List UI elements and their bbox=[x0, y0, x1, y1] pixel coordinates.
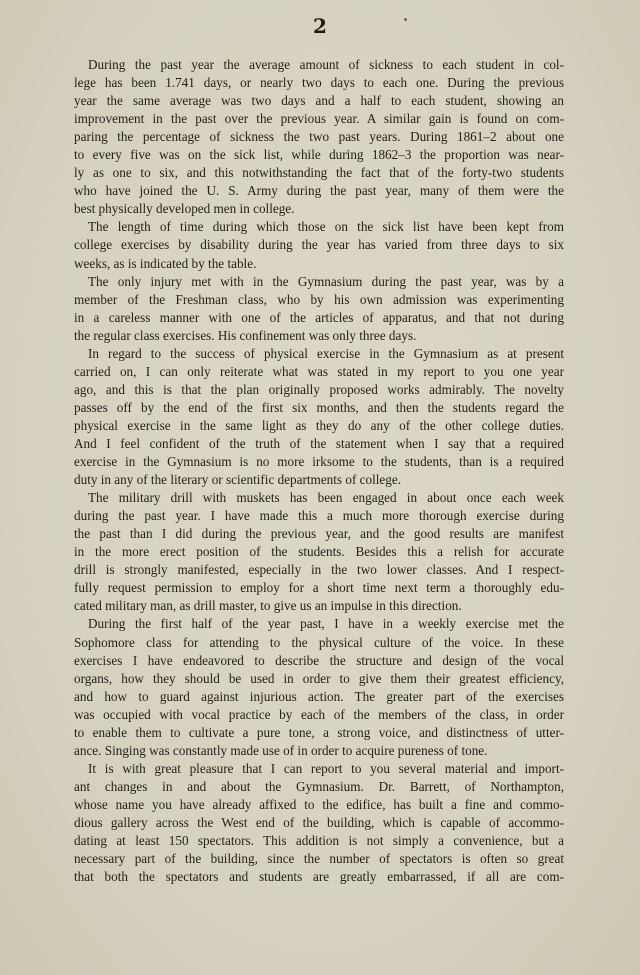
text-line: year the same average was two days and a half to each student, showing an bbox=[74, 93, 564, 109]
text-line: lege has been 1.741 days, or nearly two days to each one. During the previous bbox=[74, 75, 564, 91]
text-line: necessary part of the building, since the number of spectators is often so great bbox=[74, 851, 564, 867]
text-line: It is with great pleasure that I can report to you several material and import- bbox=[88, 760, 564, 776]
text-line: fully request permission to employ for a short time next term a thoroughly edu- bbox=[74, 580, 564, 596]
text-line: dious gallery across the West end of the building, which is capable of accommo- bbox=[74, 814, 564, 830]
text-line: In regard to the success of physical exercise in the Gymnasium as at present bbox=[88, 345, 564, 361]
text-line: in the more erect position of the students. Besides this a relish for accurate bbox=[74, 544, 564, 560]
text-line: in a careless manner with one of the articles of apparatus, and that not during bbox=[74, 309, 564, 325]
text-line: carried on, I can only reiterate what was stated in my report to you one year bbox=[74, 363, 564, 379]
text-line: the regular class exercises. His confinement was only three days. bbox=[74, 327, 417, 343]
text-line: improvement in the past over the previous year. A similar gain is found on com- bbox=[74, 111, 564, 127]
text-line: college exercises by disability during the year has varied from three days to six bbox=[74, 237, 564, 253]
text-line: exercise in the Gymnasium is no more irksome to the students, than is a required bbox=[74, 454, 564, 470]
text-line: During the first half of the year past, I have in a weekly exercise met the bbox=[88, 616, 564, 632]
text-line: physical exercise in the same light as they do any of the other college duties. bbox=[74, 417, 564, 433]
text-line: drill is strongly manifested, especially in the two lower classes. And I respect- bbox=[74, 562, 564, 578]
text-line: cated military man, as drill master, to give us an impulse in this direction. bbox=[74, 598, 462, 614]
text-line: During the past year the average amount of sickness to each student in col- bbox=[88, 57, 564, 72]
text-line: The military drill with muskets has been engaged in about once each week bbox=[88, 490, 564, 506]
text-line: to enable them to cultivate a pure tone, a strong voice, and distinctness of utter- bbox=[74, 724, 564, 740]
text-line: and how to guard against injurious action. The greater part of the exercises bbox=[74, 688, 564, 704]
text-line: organs, how they should be used in order to give them their greatest efficiency, bbox=[74, 670, 564, 686]
ink-speck bbox=[404, 18, 407, 21]
text-line: to every five was on the sick list, while during 1862–3 the proportion was near- bbox=[74, 147, 564, 163]
text-line: dating at least 150 spectators. This addition is not simply a convenience, but a bbox=[74, 833, 564, 849]
text-line: The only injury met with in the Gymnasium during the past year, was by a bbox=[88, 273, 564, 289]
text-line: ago, and this is that the plan originally proposed works admirably. The novelty bbox=[74, 381, 564, 397]
text-line: during the past year. I have made this a much more thorough exercise during bbox=[74, 508, 564, 524]
text-line: member of the Freshman class, who by his own admission was experimenting bbox=[74, 291, 564, 307]
text-line: best physically developed men in college. bbox=[74, 201, 295, 217]
body-text bbox=[74, 56, 564, 886]
text-line: who have joined the U. S. Army during the past year, many of them were the bbox=[74, 183, 564, 199]
text-line: weeks, as is indicated by the table. bbox=[74, 255, 257, 271]
text-line: whose name you have already affixed to the edifice, has built a fine and commo- bbox=[74, 796, 564, 812]
text-line: The length of time during which those on the sick list have been kept from bbox=[88, 219, 564, 235]
text-line: that both the spectators and students are greatly embarrassed, if all are com- bbox=[74, 869, 564, 885]
page-number: 2 bbox=[313, 14, 327, 38]
text-line: duty in any of the literary or scientific departments of college. bbox=[74, 472, 402, 488]
text-line: paring the percentage of sickness the two past years. During 1861–2 about one bbox=[74, 129, 564, 145]
text-line: And I feel confident of the truth of the statement when I say that a required bbox=[74, 435, 564, 451]
text-line: the past than I did during the previous year, and the good results are manifest bbox=[74, 526, 564, 542]
text-line: exercises I have endeavored to describe the structure and design of the vocal bbox=[74, 652, 564, 668]
text-line: Sophomore class for attending to the physical culture of the voice. In these bbox=[74, 634, 564, 650]
text-line: ant changes in and about the Gymnasium. Dr. Barrett, of Northampton, bbox=[74, 778, 564, 794]
text-line: ance. Singing was constantly made use of in order to acquire pureness of tone. bbox=[74, 742, 488, 758]
text-line: passes off by the end of the first six months, and then the students regard the bbox=[74, 399, 564, 415]
text-line: was occupied with vocal practice by each of the members of the class, in order bbox=[74, 706, 564, 722]
text-line: ly as one to six, and this notwithstanding the fact that of the forty-two students bbox=[74, 165, 564, 181]
